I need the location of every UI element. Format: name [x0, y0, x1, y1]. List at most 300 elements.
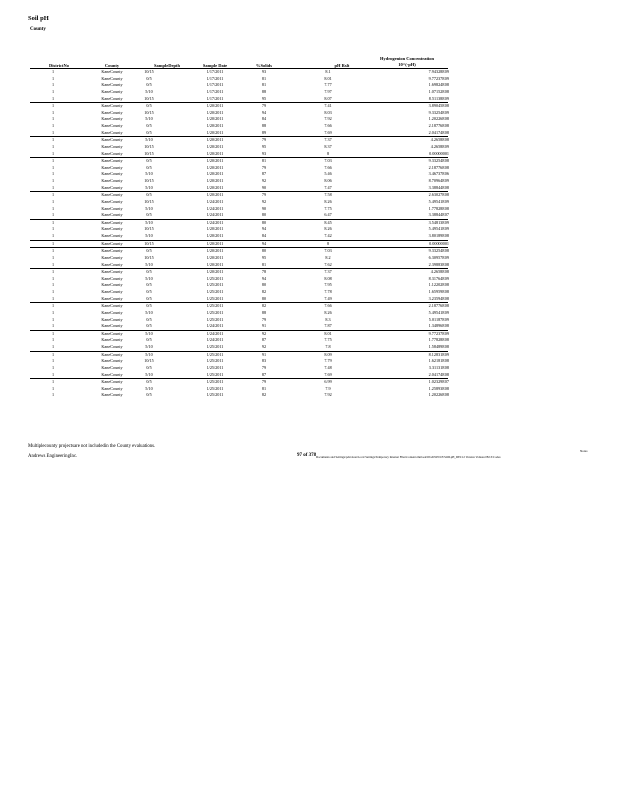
cell-solids: 79 — [261, 364, 267, 370]
cell-county: KaneCounty — [101, 392, 123, 398]
cell-hydrogen-concentration: 3.89045E08 — [428, 103, 449, 109]
table-row — [30, 110, 448, 117]
table-row — [30, 226, 448, 233]
cell-sample-depth: 5/10 — [145, 344, 153, 349]
table-row — [30, 171, 448, 178]
cell-sample-date: 1/25/2011 — [206, 379, 224, 385]
cell-hydrogen-concentration: 2.04174E08 — [428, 129, 449, 135]
cell-sample-depth: 0/5 — [146, 192, 152, 198]
cell-solids: 80 — [261, 295, 267, 301]
cell-ph-result: 7.03 — [324, 248, 332, 254]
header-conc-line1: Hydrogenion Concentration — [379, 56, 435, 61]
cell-district: 1 — [52, 103, 55, 109]
cell-solids: 88 — [261, 88, 267, 94]
cell-ph-result: 8.09 — [324, 351, 332, 357]
table-row — [30, 199, 448, 206]
cell-sample-date: 1/17/2011 — [206, 69, 224, 74]
cell-ph-result: 8 — [326, 240, 330, 246]
table-row — [30, 144, 448, 151]
cell-hydrogen-concentration: 3.38844E08 — [428, 184, 449, 190]
cell-sample-depth: 0/5 — [146, 337, 152, 343]
cell-hydrogen-concentration: 1.58489E08 — [428, 344, 449, 349]
cell-county: KaneCounty — [101, 371, 123, 377]
cell-sample-date: 1/20/2011 — [206, 109, 224, 115]
cell-solids: 79 — [261, 316, 267, 322]
table-row — [30, 82, 448, 89]
cell-solids: 79 — [261, 192, 267, 198]
cell-county: KaneCounty — [101, 164, 123, 170]
cell-district: 1 — [52, 323, 55, 329]
cell-hydrogen-concentration: 1.02329E07 — [428, 379, 449, 385]
cell-ph-result: 8.01 — [324, 330, 332, 336]
cell-sample-depth: 0/5 — [146, 123, 152, 128]
cell-hydrogen-concentration: 2.18776E08 — [428, 123, 449, 128]
cell-solids: 94 — [261, 240, 267, 246]
cell-district: 1 — [52, 116, 55, 122]
cell-solids: 89 — [261, 129, 267, 135]
table-row — [30, 378, 448, 386]
cell-county: KaneCounty — [101, 269, 123, 275]
cell-solids: 95 — [261, 254, 267, 260]
cell-hydrogen-concentration: 1.65959E08 — [428, 289, 449, 294]
cell-district: 1 — [52, 364, 55, 370]
cell-county: KaneCounty — [101, 351, 123, 357]
cell-hydrogen-concentration: 9.77237E09 — [428, 330, 449, 336]
cell-solids: 92 — [261, 198, 267, 204]
cell-county: KaneCounty — [101, 178, 123, 183]
cell-county: KaneCounty — [101, 379, 123, 385]
cell-sample-depth: 5/10 — [145, 233, 153, 238]
footer-note: Multiplecounty projectsare not includedin the County evaluations. — [28, 444, 156, 449]
cell-solids: 82 — [261, 289, 267, 294]
cell-county: KaneCounty — [101, 143, 123, 149]
cell-sample-date: 1/24/2011 — [206, 205, 224, 211]
cell-sample-date: 1/17/2011 — [206, 82, 224, 88]
cell-ph-result: 7.78 — [324, 289, 332, 294]
cell-hydrogen-concentration: 3.31131E08 — [428, 364, 449, 370]
cell-ph-result: 7.47 — [324, 184, 332, 190]
cell-solids: 93 — [261, 69, 267, 74]
table-row — [30, 116, 448, 123]
cell-sample-depth: 10/15 — [144, 143, 154, 149]
cell-hydrogen-concentration: 1.34896E08 — [428, 323, 449, 329]
cell-hydrogen-concentration: 8.12831E09 — [428, 351, 449, 357]
cell-ph-result: 7.41 — [324, 103, 332, 109]
table-row — [30, 102, 448, 110]
cell-hydrogen-concentration: 5.49541E09 — [428, 309, 449, 315]
cell-county: KaneCounty — [101, 69, 123, 74]
cell-sample-depth: 5/10 — [145, 205, 153, 211]
cell-district: 1 — [52, 129, 55, 135]
table-row — [30, 310, 448, 317]
cell-ph-result: 6.47 — [324, 212, 332, 218]
cell-county: KaneCounty — [101, 123, 123, 128]
cell-county: KaneCounty — [101, 337, 123, 343]
table-row — [30, 165, 448, 172]
cell-sample-depth: 0/5 — [146, 158, 152, 164]
soil-ph-table — [30, 68, 448, 399]
cell-district: 1 — [52, 379, 55, 385]
cell-solids: 94 — [261, 275, 267, 281]
cell-ph-result: 7.42 — [324, 233, 332, 238]
cell-ph-result: 7.87 — [324, 323, 332, 329]
cell-district: 1 — [52, 295, 55, 301]
cell-sample-depth: 5/10 — [145, 275, 153, 281]
cell-hydrogen-concentration: 1.77828E08 — [428, 205, 449, 211]
cell-solids: 82 — [261, 392, 267, 398]
cell-county: KaneCounty — [101, 95, 123, 101]
cell-sample-date: 1/25/2011 — [206, 385, 224, 391]
cell-sample-depth: 0/5 — [146, 269, 152, 275]
cell-sample-date: 1/20/2011 — [206, 233, 224, 238]
cell-district: 1 — [52, 248, 55, 254]
cell-sample-date: 1/25/2011 — [206, 289, 224, 294]
cell-district: 1 — [52, 233, 55, 238]
table-row — [30, 330, 448, 338]
cell-ph-result: 7.75 — [324, 337, 332, 343]
cell-hydrogen-concentration: 1.62181E08 — [428, 358, 449, 364]
cell-district: 1 — [52, 123, 55, 128]
cell-solids: 78 — [261, 269, 267, 275]
cell-sample-depth: 10/15 — [144, 254, 154, 260]
cell-hydrogen-concentration: 9.77237E09 — [428, 75, 449, 81]
table-row — [30, 151, 448, 158]
cell-sample-date: 1/20/2011 — [206, 164, 224, 170]
cell-sample-depth: 0/5 — [146, 379, 152, 385]
cell-hydrogen-concentration: 1.69824E08 — [428, 82, 449, 88]
cell-sample-date: 1/25/2011 — [206, 309, 224, 315]
cell-hydrogen-concentration: 4.2658E08 — [430, 137, 449, 143]
cell-sample-date: 1/17/2011 — [206, 95, 224, 101]
cell-sample-depth: 0/5 — [146, 282, 152, 288]
cell-sample-depth: 0/5 — [146, 364, 152, 370]
table-row — [30, 157, 448, 165]
file-path: Documents and Settings\pdavison\Local Settings\Temporary Internet Files\Content.Outlook\NGZN2W1E\SOILpH_DEC12 Version Voileau 08/13/Codes — [316, 455, 501, 459]
cell-sample-depth: 0/5 — [146, 248, 152, 254]
cell-district: 1 — [52, 88, 55, 94]
cell-sample-date: 1/20/2011 — [206, 123, 224, 128]
cell-county: KaneCounty — [101, 261, 123, 267]
cell-sample-depth: 0/5 — [146, 295, 152, 301]
cell-hydrogen-concentration: 4.2658E08 — [430, 269, 449, 275]
cell-county: KaneCounty — [101, 158, 123, 164]
cell-district: 1 — [52, 75, 55, 81]
cell-solids: 80 — [261, 219, 267, 225]
cell-county: KaneCounty — [101, 150, 123, 156]
cell-hydrogen-concentration: 3.80189E08 — [428, 233, 449, 238]
table-row — [30, 178, 448, 185]
cell-sample-depth: 10/15 — [144, 69, 154, 74]
cell-sample-date: 1/20/2011 — [206, 103, 224, 109]
cell-sample-date: 1/20/2011 — [206, 178, 224, 183]
cell-hydrogen-concentration: 5.49541E09 — [428, 198, 449, 204]
cell-hydrogen-concentration: 8.51138E09 — [428, 95, 449, 101]
cell-sample-depth: 0/5 — [146, 103, 152, 109]
cell-ph-result: 7.58 — [324, 192, 332, 198]
table-row — [30, 123, 448, 130]
cell-sample-depth: 0/5 — [146, 212, 152, 218]
cell-hydrogen-concentration: 5.01187E09 — [428, 316, 449, 322]
table-row — [30, 96, 448, 103]
cell-ph-result: 7.77 — [324, 82, 332, 88]
table-row — [30, 76, 448, 83]
cell-sample-depth: 5/10 — [145, 116, 153, 122]
cell-district: 1 — [52, 392, 55, 398]
cell-district: 1 — [52, 371, 55, 377]
cell-county: KaneCounty — [101, 385, 123, 391]
cell-district: 1 — [52, 309, 55, 315]
cell-county: KaneCounty — [101, 364, 123, 370]
cell-district: 1 — [52, 254, 55, 260]
cell-sample-depth: 5/10 — [145, 137, 153, 143]
cell-solids: 87 — [261, 371, 267, 377]
cell-county: KaneCounty — [101, 248, 123, 254]
cell-ph-result: 7.66 — [324, 164, 332, 170]
cell-sample-depth: 5/10 — [145, 88, 153, 94]
cell-sample-depth: 10/15 — [144, 198, 154, 204]
cell-district: 1 — [52, 240, 55, 246]
cell-hydrogen-concentration: 2.18776E08 — [428, 303, 449, 309]
table-row — [30, 282, 448, 289]
cell-county: KaneCounty — [101, 240, 123, 246]
cell-solids: 81 — [261, 158, 267, 164]
cell-solids: 91 — [261, 323, 267, 329]
table-row — [30, 323, 448, 330]
cell-district: 1 — [52, 261, 55, 267]
cell-hydrogen-concentration: 8.31764E09 — [428, 275, 449, 281]
cell-sample-depth: 5/10 — [145, 261, 153, 267]
cell-hydrogen-concentration: 5.49541E09 — [428, 226, 449, 232]
table-row — [30, 351, 448, 359]
header-sample-depth: SampleDepth — [153, 63, 181, 68]
cell-hydrogen-concentration: 8.70964E09 — [428, 178, 449, 183]
cell-ph-result: 7.37 — [324, 269, 332, 275]
cell-sample-depth: 0/5 — [146, 316, 152, 322]
cell-county: KaneCounty — [101, 103, 123, 109]
cell-ph-result: 8.37 — [324, 143, 332, 149]
cell-hydrogen-concentration: 6.30957E09 — [428, 254, 449, 260]
table-row — [30, 337, 448, 344]
cell-solids: 79 — [261, 137, 267, 143]
cell-solids: 92 — [261, 178, 267, 183]
table-row — [30, 317, 448, 324]
table-row — [30, 89, 448, 96]
table-row — [30, 191, 448, 199]
cell-district: 1 — [52, 337, 55, 343]
cell-district: 1 — [52, 303, 55, 309]
cell-solids: 95 — [261, 143, 267, 149]
cell-sample-date: 1/24/2011 — [206, 212, 224, 218]
table-row — [30, 212, 448, 219]
cell-sample-date: 1/25/2011 — [206, 392, 224, 398]
header-conc-line2: 10^(-pH) — [398, 62, 416, 67]
cell-sample-date: 1/24/2011 — [206, 323, 224, 329]
cell-ph-result: 8.26 — [324, 198, 332, 204]
cell-sample-depth: 5/10 — [145, 171, 153, 177]
cell-hydrogen-concentration: 1.12202E08 — [428, 282, 449, 288]
cell-ph-result: 8.1 — [325, 69, 331, 74]
table-row — [30, 206, 448, 213]
cell-county: KaneCounty — [101, 192, 123, 198]
cell-sample-depth: 5/10 — [145, 330, 153, 336]
cell-sample-date: 1/25/2011 — [206, 358, 224, 364]
cell-sample-depth: 5/10 — [145, 219, 153, 225]
table-row — [30, 365, 448, 372]
table-row — [30, 372, 448, 379]
cell-sample-date: 1/24/2011 — [206, 219, 224, 225]
cell-solids: 91 — [261, 351, 267, 357]
cell-solids: 87 — [261, 337, 267, 343]
cell-county: KaneCounty — [101, 233, 123, 238]
cell-ph-result: 7.66 — [324, 123, 332, 128]
cell-sample-date: 1/20/2011 — [206, 226, 224, 232]
cell-sample-date: 1/25/2011 — [206, 344, 224, 349]
cell-county: KaneCounty — [101, 184, 123, 190]
cell-solids: 90 — [261, 205, 267, 211]
cell-sample-depth: 10/15 — [144, 109, 154, 115]
cell-sample-depth: 0/5 — [146, 323, 152, 329]
cell-ph-result: 7.97 — [324, 88, 332, 94]
cell-sample-date: 1/25/2011 — [206, 371, 224, 377]
cell-ph-result: 8.2 — [325, 254, 331, 260]
cell-ph-result: 8.26 — [324, 309, 332, 315]
cell-district: 1 — [52, 192, 55, 198]
table-row — [30, 296, 448, 303]
cell-solids: 79 — [261, 164, 267, 170]
header-hydrogen-concentration — [368, 56, 446, 68]
cell-sample-depth: 0/5 — [146, 129, 152, 135]
cell-district: 1 — [52, 150, 55, 156]
cell-hydrogen-concentration: 9.33254E08 — [428, 248, 449, 254]
cell-sample-date: 1/25/2011 — [206, 282, 224, 288]
cell-hydrogen-concentration: 2.04174E08 — [428, 371, 449, 377]
cell-solids: 88 — [261, 309, 267, 315]
cell-ph-result: 8.07 — [324, 95, 332, 101]
table-row — [30, 262, 448, 269]
table-row — [30, 185, 448, 192]
cell-sample-date: 1/20/2011 — [206, 158, 224, 164]
cell-county: KaneCounty — [101, 116, 123, 122]
cell-hydrogen-concentration: 9.33254E08 — [428, 158, 449, 164]
table-row — [30, 302, 448, 310]
cell-county: KaneCounty — [101, 82, 123, 88]
cell-sample-date: 1/25/2011 — [206, 316, 224, 322]
cell-sample-depth: 5/10 — [145, 351, 153, 357]
cell-hydrogen-concentration: 3.46737E06 — [428, 171, 449, 177]
cell-sample-date: 1/20/2011 — [206, 129, 224, 135]
cell-ph-result: 7.79 — [324, 358, 332, 364]
cell-sample-date: 1/25/2011 — [206, 275, 224, 281]
cell-sample-date: 1/20/2011 — [206, 184, 224, 190]
cell-ph-result: 7.75 — [324, 205, 332, 211]
cell-solids: 84 — [261, 116, 267, 122]
cell-solids: 81 — [261, 75, 267, 81]
cell-solids: 81 — [261, 261, 267, 267]
cell-sample-date: 1/20/2011 — [206, 116, 224, 122]
cell-hydrogen-concentration: 0.00000001 — [429, 240, 449, 246]
cell-solids: 80 — [261, 212, 267, 218]
table-row — [30, 358, 448, 365]
cell-sample-depth: 0/5 — [146, 303, 152, 309]
cell-sample-depth: 0/5 — [146, 82, 152, 88]
cell-county: KaneCounty — [101, 88, 123, 94]
cell-hydrogen-concentration: 1.77828E08 — [428, 337, 449, 343]
cell-ph-result: 8.06 — [324, 178, 332, 183]
cell-hydrogen-concentration: 2.39883E08 — [428, 261, 449, 267]
table-row — [30, 392, 448, 399]
cell-solids: 88 — [261, 123, 267, 128]
cell-district: 1 — [52, 275, 55, 281]
cell-county: KaneCounty — [101, 275, 123, 281]
cell-sample-depth: 0/5 — [146, 392, 152, 398]
cell-ph-result: 7.69 — [324, 129, 332, 135]
cell-district: 1 — [52, 178, 55, 183]
cell-ph-result: 7.49 — [324, 295, 332, 301]
cell-ph-result: 7.9 — [325, 385, 331, 391]
header-solids: %Solids — [255, 63, 273, 68]
cell-county: KaneCounty — [101, 254, 123, 260]
cell-district: 1 — [52, 137, 55, 143]
cell-sample-depth: 0/5 — [146, 164, 152, 170]
cell-solids: 94 — [261, 226, 267, 232]
cell-solids: 79 — [261, 379, 267, 385]
cell-solids: 87 — [261, 171, 267, 177]
cell-ph-result: 8.3 — [325, 316, 331, 322]
cell-district: 1 — [52, 219, 55, 225]
cell-sample-date: 1/20/2011 — [206, 171, 224, 177]
cell-sample-depth: 5/10 — [145, 385, 153, 391]
cell-district: 1 — [52, 226, 55, 232]
report-title: Soil pH — [28, 15, 49, 22]
cell-county: KaneCounty — [101, 219, 123, 225]
cell-county: KaneCounty — [101, 282, 123, 288]
cell-solids: 90 — [261, 184, 267, 190]
header-sample-date: Sample Date — [202, 63, 228, 68]
table-row — [30, 268, 448, 276]
cell-hydrogen-concentration: 1.07152E08 — [428, 88, 449, 94]
table-row — [30, 344, 448, 351]
cell-county: KaneCounty — [101, 358, 123, 364]
cell-district: 1 — [52, 344, 55, 349]
cell-district: 1 — [52, 164, 55, 170]
cell-county: KaneCounty — [101, 171, 123, 177]
cell-ph-result: 7.37 — [324, 137, 332, 143]
cell-sample-depth: 10/15 — [144, 178, 154, 183]
cell-district: 1 — [52, 82, 55, 88]
cell-district: 1 — [52, 358, 55, 364]
cell-hydrogen-concentration: 4.2658E09 — [430, 143, 449, 149]
cell-solids: 93 — [261, 150, 267, 156]
cell-hydrogen-concentration: 7.94328E09 — [428, 69, 449, 74]
cell-ph-result: 8.03 — [324, 109, 332, 115]
cell-county: KaneCounty — [101, 109, 123, 115]
footer-company: Andrews EngineeringInc. — [28, 454, 78, 459]
cell-sample-date: 1/24/2011 — [206, 198, 224, 204]
cell-solids: 95 — [261, 95, 267, 101]
table-row — [30, 233, 448, 240]
cell-solids: 82 — [261, 303, 267, 309]
cell-ph-result: 8.08 — [324, 275, 332, 281]
cell-sample-depth: 5/10 — [145, 184, 153, 190]
cell-district: 1 — [52, 184, 55, 190]
cell-sample-depth: 10/15 — [144, 358, 154, 364]
cell-county: KaneCounty — [101, 137, 123, 143]
cell-sample-depth: 10/15 — [144, 150, 154, 156]
cell-hydrogen-concentration: 9.33254E09 — [428, 109, 449, 115]
cell-district: 1 — [52, 282, 55, 288]
cell-ph-result: 7.8 — [325, 344, 331, 349]
cell-county: KaneCounty — [101, 226, 123, 232]
